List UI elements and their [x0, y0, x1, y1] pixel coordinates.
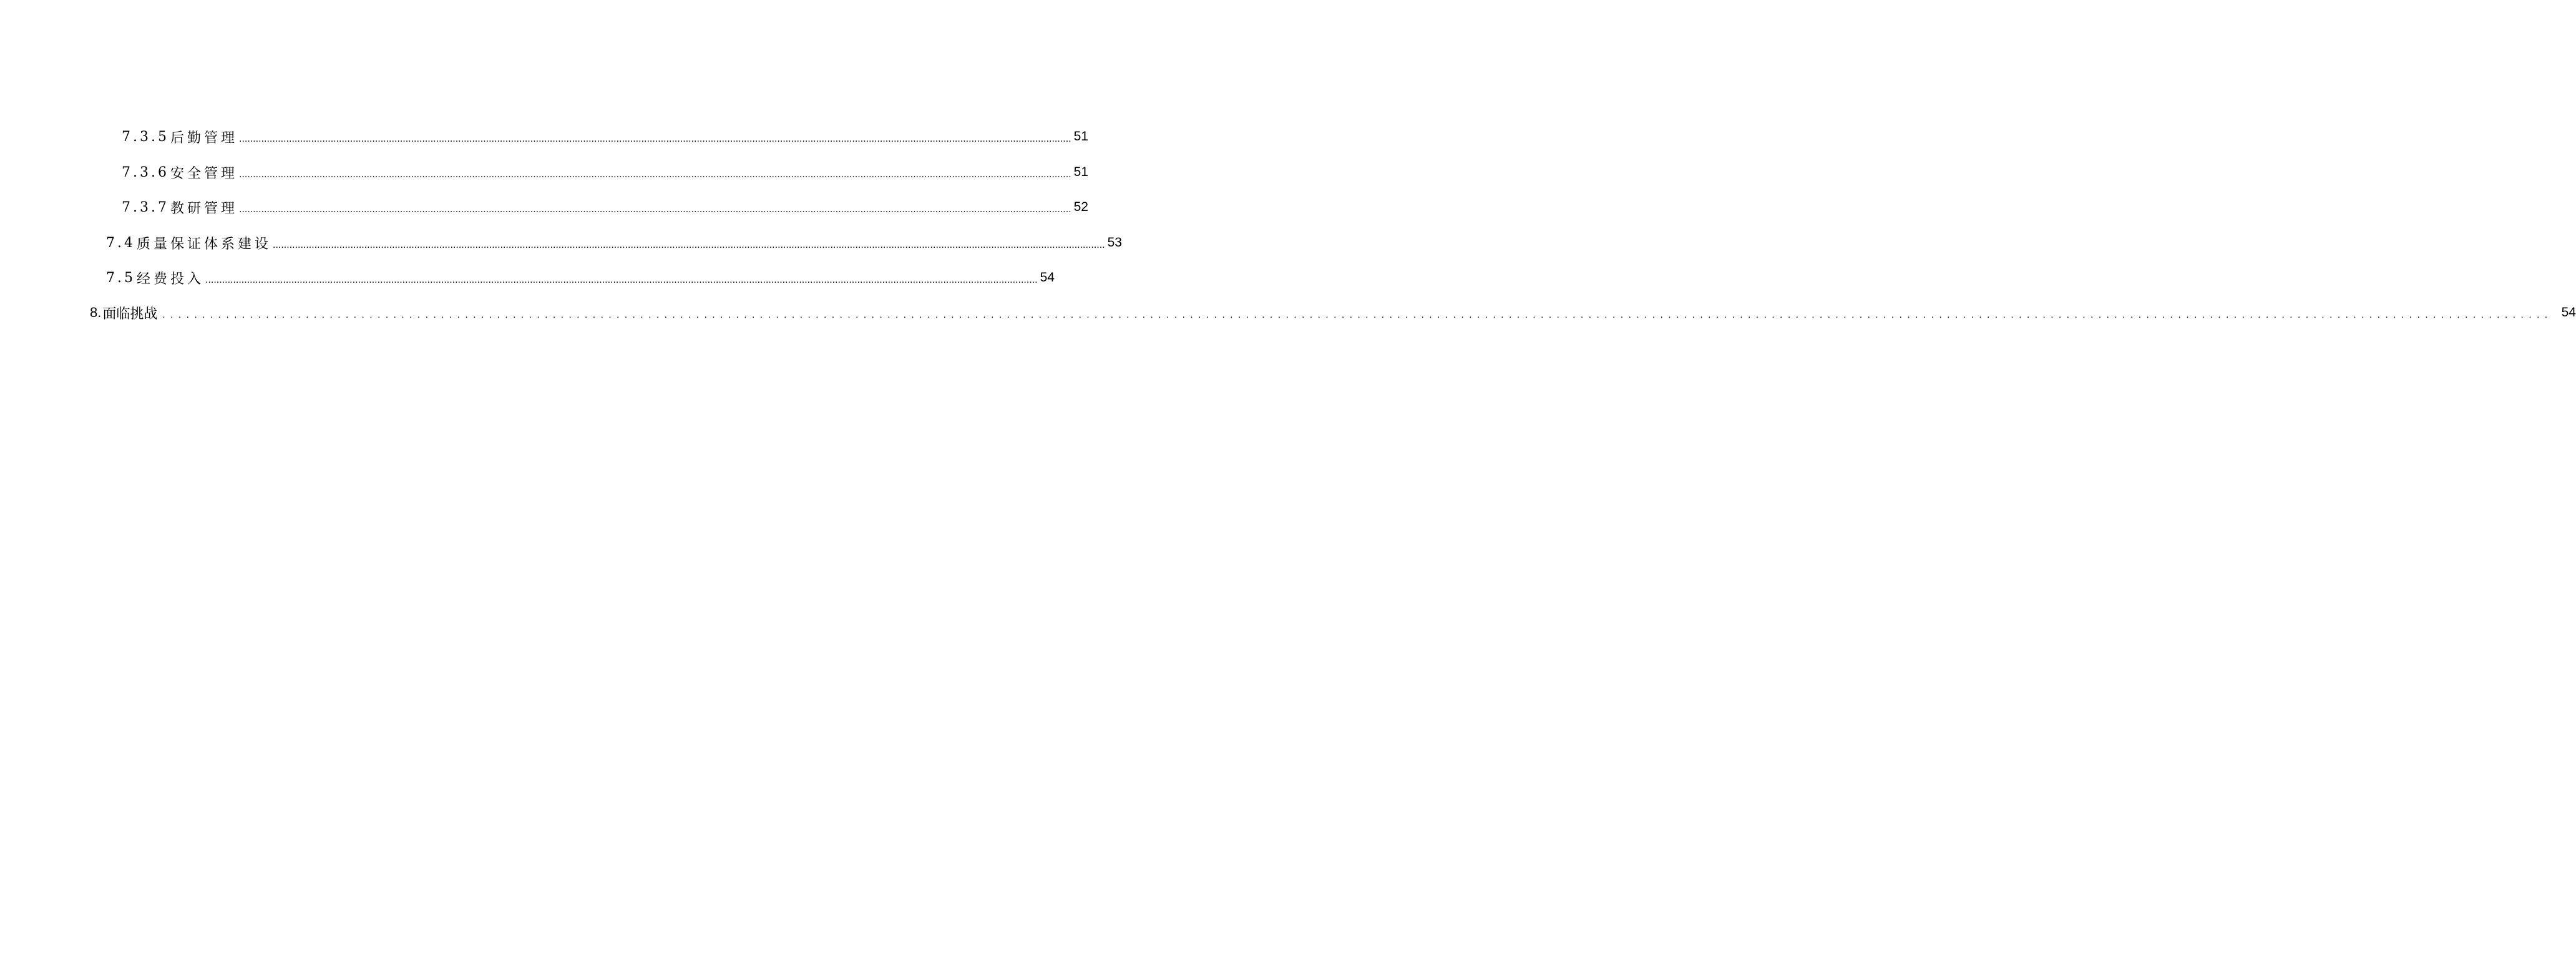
toc-entry-number: 7.3.6: [122, 164, 169, 180]
dot-leader: ............................................................................................................................................................................................................................................................................................................: [162, 309, 2553, 320]
toc-entry-number: 7.4: [106, 235, 135, 251]
dot-leader: ............................................................................................................................................................................................................................................................................................................: [239, 169, 1071, 180]
toc-entry-page-number: 53: [1107, 235, 1122, 250]
dot-leader: ............................................................................................................................................................................................................................................................................................................: [239, 204, 1071, 215]
toc-entry-page-number: 51: [1073, 129, 1088, 144]
toc-entry-page-number: 54: [2561, 305, 2576, 320]
toc-entry-title: 后勤管理: [170, 130, 238, 146]
toc-entry-number: 7.3.5: [122, 129, 169, 145]
dot-leader: ............................................................................................................................................................................................................................................................................................................: [239, 134, 1071, 144]
toc-entry-page-number: 52: [1073, 200, 1088, 214]
toc-entry-page-number: 51: [1073, 165, 1088, 179]
toc-entry-title: 教研管理: [170, 200, 238, 217]
dot-leader: ............................................................................................................................................................................................................................................................................................................: [273, 240, 1105, 250]
toc-entry-number: 8.: [90, 305, 102, 320]
toc-entry-7-5[interactable]: [0, 265, 1055, 290]
toc-entry-title: 经费投入: [137, 271, 205, 287]
toc-entry-7-3-5[interactable]: [0, 124, 1088, 149]
toc-entry-7-4[interactable]: [0, 230, 1122, 255]
toc-entry-title: 面临挑战: [102, 305, 158, 321]
toc-entry-8[interactable]: [0, 300, 2576, 325]
toc-entry-7-3-7[interactable]: [0, 195, 1088, 220]
toc-entry-title: 安全管理: [170, 165, 238, 182]
toc-entry-number: 7.5: [106, 270, 135, 286]
toc-entry-page-number: 54: [1040, 270, 1055, 285]
toc-entry-7-3-6[interactable]: [0, 160, 1088, 185]
toc-entry-number: 7.3.7: [122, 199, 169, 215]
toc-entry-title: 质量保证体系建设: [137, 236, 272, 252]
dot-leader: ............................................................................................................................................................................................................................................................................................................: [205, 275, 1038, 285]
